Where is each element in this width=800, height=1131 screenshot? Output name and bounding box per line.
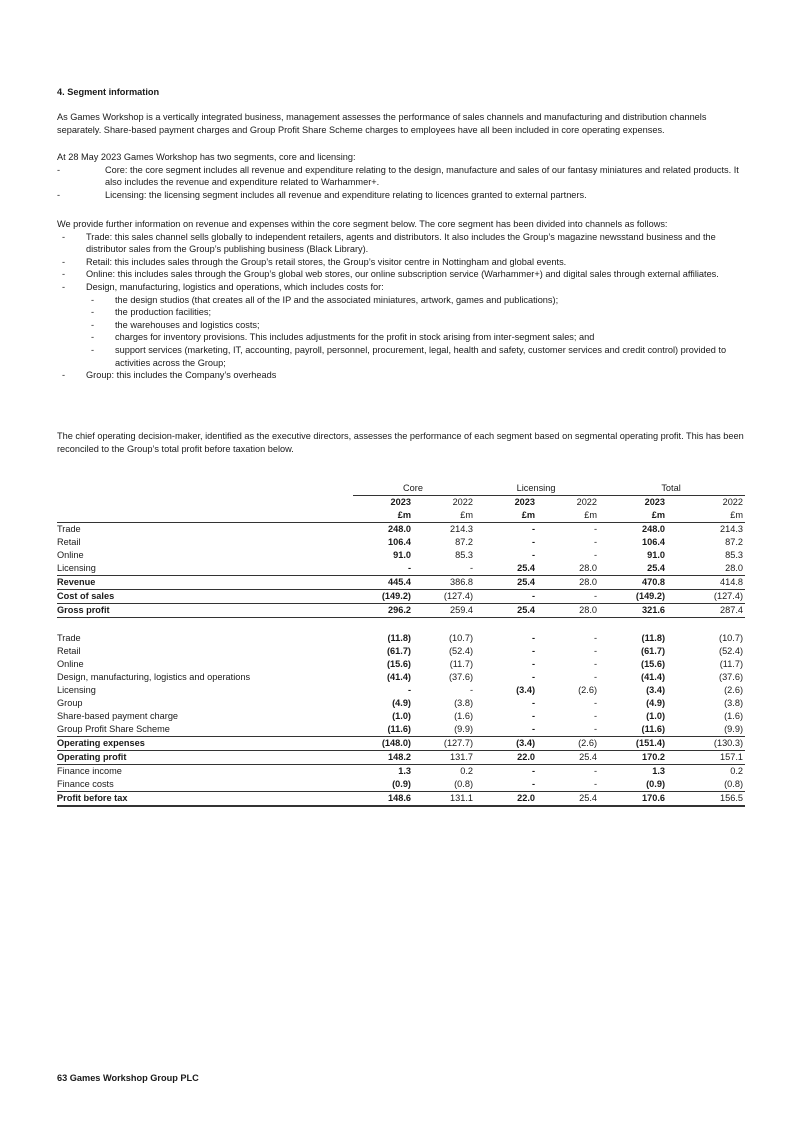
table-cell: 148.6 bbox=[353, 792, 413, 807]
unit-header: £m bbox=[599, 509, 667, 523]
table-cell: 0.2 bbox=[730, 766, 744, 777]
table-cell: - bbox=[531, 711, 536, 722]
unit-header: £m bbox=[413, 509, 475, 523]
table-cell: (1.6) bbox=[454, 711, 474, 722]
table-cell: 25.4 bbox=[537, 751, 599, 765]
table-cell: - bbox=[531, 524, 536, 535]
table-cell: 106.4 bbox=[388, 537, 411, 548]
channels-block bbox=[57, 218, 745, 382]
page-footer: 63 Games Workshop Group PLC bbox=[57, 1073, 199, 1083]
table-cell: (41.4) bbox=[386, 672, 411, 683]
table-cell: - bbox=[469, 685, 474, 696]
segments-lead: At 28 May 2023 Games Workshop has two segments, core and licensing: bbox=[57, 152, 356, 162]
table-row bbox=[57, 645, 745, 658]
unit-header: £m bbox=[475, 509, 537, 523]
section-heading: 4. Segment information bbox=[57, 87, 160, 97]
channel-item-group: - Group: this includes the Company’s overheads bbox=[62, 370, 277, 381]
table-cell: (10.7) bbox=[719, 633, 744, 644]
table-cell: (1.0) bbox=[646, 711, 666, 722]
table-cell: 1.3 bbox=[652, 766, 666, 777]
table-cell: 87.2 bbox=[455, 537, 474, 548]
table-cell: - bbox=[531, 646, 536, 657]
table-cell: 157.1 bbox=[667, 751, 745, 765]
table-cell: (149.2) bbox=[599, 590, 667, 604]
table-cell: 25.4 bbox=[475, 576, 537, 590]
table-cell: 170.6 bbox=[599, 792, 667, 807]
table-cell: 470.8 bbox=[599, 576, 667, 590]
table-cell: 87.2 bbox=[725, 537, 744, 548]
year-header: 2023 bbox=[644, 497, 666, 508]
blank-cell bbox=[57, 482, 353, 496]
row-label: Cost of sales bbox=[57, 590, 353, 604]
table-cell: 131.1 bbox=[413, 792, 475, 807]
table-cell: 85.3 bbox=[725, 550, 744, 561]
table-cell: - bbox=[475, 590, 537, 604]
year-row bbox=[57, 496, 745, 510]
channel-item-retail: - Retail: this includes sales through the Group’s retail stores, the Group’s visitor centre in Nottingham and global events. bbox=[62, 256, 567, 267]
table-row bbox=[57, 697, 745, 710]
row-label: Group bbox=[57, 698, 83, 709]
table-cell: 156.5 bbox=[667, 792, 745, 807]
table-cell: - bbox=[531, 724, 536, 735]
table-cell: 445.4 bbox=[353, 576, 413, 590]
table-cell: - bbox=[531, 766, 536, 777]
table-row bbox=[57, 737, 745, 751]
table-cell: (148.0) bbox=[353, 737, 413, 751]
table-cell: (4.9) bbox=[646, 698, 666, 709]
channel-item-online: - Online: this includes sales through the Group’s global web stores, our online subscription service (Warhammer+) and digital sales through external affiliates. bbox=[62, 269, 719, 280]
row-label: Trade bbox=[57, 524, 81, 535]
table-row bbox=[57, 778, 745, 792]
table-cell: (2.6) bbox=[724, 685, 744, 696]
table-cell: - bbox=[593, 724, 598, 735]
table-cell: - bbox=[537, 590, 599, 604]
table-cell: 214.3 bbox=[450, 524, 474, 535]
table-cell: (151.4) bbox=[599, 737, 667, 751]
group-header: Licensing bbox=[475, 482, 599, 496]
table-cell: - bbox=[531, 698, 536, 709]
unit-header: £m bbox=[667, 509, 745, 523]
intro-paragraph: As Games Workshop is a vertically integrated business, management assesses the performance of sales channels and manufacturing and distribution channels separately. Share-based payment charges and Group Profit Share Scheme charges to employees have all been included in core operating expenses. bbox=[57, 112, 707, 135]
table-row bbox=[57, 590, 745, 604]
table-cell: (3.8) bbox=[724, 698, 744, 709]
table-cell: (11.7) bbox=[449, 659, 474, 670]
table-cell: (37.6) bbox=[449, 672, 474, 683]
table-cell: - bbox=[593, 633, 598, 644]
table-cell: - bbox=[593, 698, 598, 709]
table-cell: 1.3 bbox=[398, 766, 411, 777]
table-cell: - bbox=[531, 659, 536, 670]
table-cell: 287.4 bbox=[667, 604, 745, 618]
row-label: Operating profit bbox=[57, 751, 353, 765]
table-cell: 214.3 bbox=[720, 524, 744, 535]
table-row bbox=[57, 536, 745, 549]
table-cell: 386.8 bbox=[413, 576, 475, 590]
table-cell: 248.0 bbox=[388, 524, 411, 535]
table-cell: (3.4) bbox=[475, 737, 537, 751]
row-label: Licensing bbox=[57, 563, 96, 574]
table-row bbox=[57, 710, 745, 723]
table-cell: 91.0 bbox=[393, 550, 411, 561]
table-cell: (37.6) bbox=[719, 672, 744, 683]
table-cell: 85.3 bbox=[455, 550, 474, 561]
table-cell: (15.6) bbox=[641, 659, 666, 670]
table-cell: (3.8) bbox=[454, 698, 474, 709]
table-row bbox=[57, 723, 745, 737]
table-cell: (11.7) bbox=[719, 659, 744, 670]
row-label: Revenue bbox=[57, 576, 353, 590]
table-cell: (11.8) bbox=[387, 633, 411, 644]
table-cell: (4.9) bbox=[392, 698, 411, 709]
cdm-paragraph: The chief operating decision-maker, identified as the executive directors, assesses the performance of each segment based on segmental operating profit. This has been reconciled to the Group’s total profit before taxation below. bbox=[57, 431, 744, 454]
table-row bbox=[57, 523, 745, 537]
table-cell: (10.7) bbox=[449, 633, 474, 644]
row-label: Retail bbox=[57, 646, 81, 657]
row-label: Online bbox=[57, 659, 84, 670]
table-row bbox=[57, 549, 745, 562]
table-cell: 170.2 bbox=[599, 751, 667, 765]
segment-results-table bbox=[57, 482, 745, 807]
table-cell: - bbox=[531, 550, 536, 561]
table-cell: (11.6) bbox=[387, 724, 411, 735]
blank-cell bbox=[57, 496, 353, 510]
segment-item-licensing: - Licensing: the licensing segment includes all revenue and expenditure relating to licences granted to external partners. bbox=[57, 189, 587, 200]
table-cell: - bbox=[531, 672, 536, 683]
unit-header: £m bbox=[537, 509, 599, 523]
segments-block bbox=[57, 151, 745, 201]
table-cell: (9.9) bbox=[454, 724, 474, 735]
sub-channel-item: - the production facilities; bbox=[91, 307, 212, 318]
row-label: Profit before tax bbox=[57, 792, 353, 807]
table-cell: - bbox=[531, 779, 536, 790]
spacer-row bbox=[57, 618, 745, 633]
table-cell: - bbox=[469, 563, 474, 574]
table-cell: - bbox=[593, 537, 598, 548]
table-cell: 131.7 bbox=[413, 751, 475, 765]
table-cell: (0.9) bbox=[646, 779, 666, 790]
table-cell: (1.0) bbox=[392, 711, 411, 722]
row-label: Operating expenses bbox=[57, 737, 353, 751]
blank-cell bbox=[57, 509, 353, 523]
table-cell: - bbox=[407, 685, 411, 696]
year-header: 2022 bbox=[722, 497, 744, 508]
table-cell: (3.4) bbox=[646, 685, 666, 696]
table-cell: 28.0 bbox=[725, 563, 744, 574]
table-row bbox=[57, 604, 745, 618]
table-cell: - bbox=[531, 537, 536, 548]
table-row bbox=[57, 684, 745, 697]
table-cell: - bbox=[593, 766, 598, 777]
table-row bbox=[57, 751, 745, 765]
year-header: 2022 bbox=[452, 497, 474, 508]
table-cell: 22.0 bbox=[475, 792, 537, 807]
table-cell: 25.4 bbox=[537, 792, 599, 807]
table-cell: (61.7) bbox=[386, 646, 411, 657]
channels-lead: We provide further information on revenue and expenses within the core segment below. The core segment has been divided into channels as follows: bbox=[57, 219, 668, 229]
table-cell: 28.0 bbox=[579, 563, 598, 574]
table-cell: 25.4 bbox=[475, 604, 537, 618]
table-row bbox=[57, 576, 745, 590]
table-cell: 25.4 bbox=[517, 563, 536, 574]
year-header: 2023 bbox=[514, 497, 536, 508]
row-label: Licensing bbox=[57, 685, 96, 696]
year-header: 2022 bbox=[576, 497, 598, 508]
table-row bbox=[57, 792, 745, 807]
table-cell: (2.6) bbox=[578, 685, 598, 696]
table-cell: 414.8 bbox=[667, 576, 745, 590]
spacer-cell bbox=[57, 618, 745, 633]
sub-channel-item: - the warehouses and logistics costs; bbox=[91, 319, 260, 330]
units-row bbox=[57, 509, 745, 523]
table-cell: (149.2) bbox=[353, 590, 413, 604]
table-cell: - bbox=[593, 711, 598, 722]
channel-item-design: - Design, manufacturing, logistics and operations, which includes costs for: bbox=[62, 281, 384, 292]
table-cell: - bbox=[593, 550, 598, 561]
table-cell: (3.4) bbox=[516, 685, 536, 696]
unit-header: £m bbox=[353, 509, 413, 523]
table-cell: - bbox=[407, 563, 411, 574]
row-label: Share-based payment charge bbox=[57, 711, 179, 722]
table-row bbox=[57, 765, 745, 779]
table-cell: 28.0 bbox=[537, 604, 599, 618]
row-label: Gross profit bbox=[57, 604, 353, 618]
table-cell: 25.4 bbox=[647, 563, 666, 574]
table-cell: 22.0 bbox=[475, 751, 537, 765]
table-cell: (9.9) bbox=[724, 724, 744, 735]
table-row bbox=[57, 632, 745, 645]
table-cell: (0.8) bbox=[454, 779, 474, 790]
row-label: Trade bbox=[57, 633, 81, 644]
sub-channel-item: - the design studios (that creates all of the IP and the associated miniatures, artwork, games and publications); bbox=[91, 294, 559, 305]
table-cell: - bbox=[593, 672, 598, 683]
table-cell: (127.4) bbox=[667, 590, 745, 604]
table-cell: (0.8) bbox=[724, 779, 744, 790]
sub-channel-item: - support services (marketing, IT, accounting, payroll, personnel, procurement, legal, health and safety, customer services and credit control) provided to activities across the Group; bbox=[91, 344, 727, 368]
row-label: Retail bbox=[57, 537, 81, 548]
table-cell: (127.4) bbox=[413, 590, 475, 604]
table-cell: 91.0 bbox=[647, 550, 666, 561]
table-cell: (130.3) bbox=[667, 737, 745, 751]
row-label: Finance costs bbox=[57, 779, 114, 790]
row-label: Design, manufacturing, logistics and operations bbox=[57, 672, 251, 683]
table-cell: (127.7) bbox=[413, 737, 475, 751]
table-cell: 248.0 bbox=[642, 524, 666, 535]
row-label: Finance income bbox=[57, 766, 122, 777]
table-cell: - bbox=[593, 659, 598, 670]
segment-item-core: - Core: the core segment includes all revenue and expenditure relating to the design, manufacture and sales of our fantasy miniatures and related products. It also includes the revenue and expenditure related to Warhammer+. bbox=[57, 164, 739, 188]
group-header-row bbox=[57, 482, 745, 496]
year-header: 2023 bbox=[390, 497, 411, 508]
table-cell: (0.9) bbox=[392, 779, 411, 790]
table-cell: 148.2 bbox=[353, 751, 413, 765]
table-row bbox=[57, 671, 745, 684]
table-cell: (52.4) bbox=[719, 646, 744, 657]
table-cell: (61.7) bbox=[641, 646, 666, 657]
table-cell: - bbox=[593, 524, 598, 535]
table-cell: - bbox=[593, 779, 598, 790]
table-cell: 321.6 bbox=[599, 604, 667, 618]
group-header: Total bbox=[599, 482, 745, 496]
table-row bbox=[57, 562, 745, 576]
channel-item-trade: - Trade: this sales channel sells globally to independent retailers, agents and distributors. It also includes the Group’s magazine newsstand business and the distributor sales from the Group’s publishing business (Black Library). bbox=[62, 231, 716, 255]
group-header: Core bbox=[353, 482, 475, 496]
table-cell: (15.6) bbox=[386, 659, 411, 670]
table-cell: - bbox=[531, 633, 536, 644]
table-cell: (1.6) bbox=[724, 711, 744, 722]
table-cell: (52.4) bbox=[449, 646, 474, 657]
table-cell: 28.0 bbox=[537, 576, 599, 590]
row-label: Online bbox=[57, 550, 84, 561]
table-cell: (11.6) bbox=[641, 724, 666, 735]
table-cell: 296.2 bbox=[353, 604, 413, 618]
row-label: Group Profit Share Scheme bbox=[57, 724, 170, 735]
table-cell: - bbox=[593, 646, 598, 657]
table-cell: (41.4) bbox=[641, 672, 666, 683]
table-cell: 0.2 bbox=[460, 766, 474, 777]
table-cell: (11.8) bbox=[641, 633, 666, 644]
table-row bbox=[57, 658, 745, 671]
sub-channel-item: - charges for inventory provisions. This includes adjustments for the profit in stock arising from inter-segment sales; and bbox=[91, 332, 595, 343]
table-cell: (2.6) bbox=[537, 737, 599, 751]
table-cell: 259.4 bbox=[413, 604, 475, 618]
table-cell: 106.4 bbox=[642, 537, 666, 548]
table-body bbox=[57, 482, 745, 806]
